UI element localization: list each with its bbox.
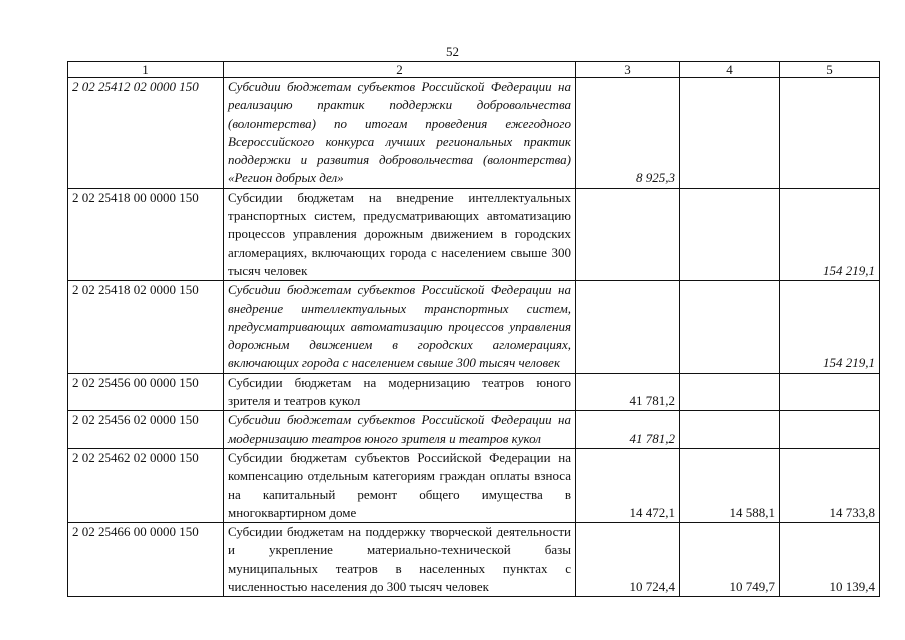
row-value-col3: 10 724,4 [576, 523, 680, 597]
row-code: 2 02 25412 02 0000 150 [68, 78, 224, 189]
row-code: 2 02 25418 00 0000 150 [68, 188, 224, 280]
row-value-col4: 14 588,1 [680, 448, 780, 522]
row-code: 2 02 25456 00 0000 150 [68, 373, 224, 411]
row-description: Субсидии бюджетам субъектов Российской Федерации на компенсацию отдельным категориям граждан оплаты взноса на капитальный ремонт общего имущества в многоквартирном доме [224, 448, 576, 522]
header-col-5: 5 [780, 62, 880, 78]
table-row [68, 373, 880, 411]
row-value-col4: 10 749,7 [680, 523, 780, 597]
row-description: Субсидии бюджетам субъектов Российской Федерации на реализацию практик поддержки добровольчества (волонтерства) по итогам проведения ежегодного Всероссийского конкурса лучших региональных практик поддержки и развития добровольчества (волонтерства) «Регион добрых дел» [224, 78, 576, 189]
row-value-col5: 154 219,1 [780, 188, 880, 280]
row-value-col4 [680, 188, 780, 280]
header-col-4: 4 [680, 62, 780, 78]
table-row [68, 523, 880, 597]
table-row [68, 78, 880, 189]
header-col-3: 3 [576, 62, 680, 78]
table-header-row [68, 62, 880, 78]
row-value-col3: 41 781,2 [576, 373, 680, 411]
row-value-col3: 8 925,3 [576, 78, 680, 189]
row-description: Субсидии бюджетам субъектов Российской Федерации на модернизацию театров юного зрителя и театров кукол [224, 411, 576, 449]
row-value-col4 [680, 281, 780, 373]
table-row [68, 448, 880, 522]
table-row [68, 411, 880, 449]
row-value-col4 [680, 78, 780, 189]
row-code: 2 02 25418 02 0000 150 [68, 281, 224, 373]
row-value-col5 [780, 373, 880, 411]
row-value-col3: 41 781,2 [576, 411, 680, 449]
table-row [68, 188, 880, 280]
row-value-col5 [780, 78, 880, 189]
row-code: 2 02 25456 02 0000 150 [68, 411, 224, 449]
row-value-col4 [680, 411, 780, 449]
row-description: Субсидии бюджетам на модернизацию театров юного зрителя и театров кукол [224, 373, 576, 411]
row-description: Субсидии бюджетам субъектов Российской Федерации на внедрение интеллектуальных транспортных систем, предусматривающих автоматизацию процессов управления дорожным движением в городских агломерациях, включающих города с населением свыше 300 тысяч человек [224, 281, 576, 373]
row-value-col4 [680, 373, 780, 411]
row-value-col5: 10 139,4 [780, 523, 880, 597]
table-row [68, 281, 880, 373]
page-number: 52 [446, 44, 459, 59]
row-value-col3: 14 472,1 [576, 448, 680, 522]
row-value-col3 [576, 281, 680, 373]
row-value-col5 [780, 411, 880, 449]
row-description: Субсидии бюджетам на поддержку творческой деятельности и укрепление материально-технической базы муниципальных театров в населенных пунктах с численностью населения до 300 тысяч человек [224, 523, 576, 597]
row-value-col5: 154 219,1 [780, 281, 880, 373]
header-col-2: 2 [224, 62, 576, 78]
row-value-col5: 14 733,8 [780, 448, 880, 522]
budget-table [67, 61, 880, 597]
row-value-col3 [576, 188, 680, 280]
row-code: 2 02 25466 00 0000 150 [68, 523, 224, 597]
row-code: 2 02 25462 02 0000 150 [68, 448, 224, 522]
header-col-1: 1 [68, 62, 224, 78]
row-description: Субсидии бюджетам на внедрение интеллектуальных транспортных систем, предусматривающих автоматизацию процессов управления дорожным движением в городских агломерациях, включающих города с населением свыше 300 тысяч человек [224, 188, 576, 280]
